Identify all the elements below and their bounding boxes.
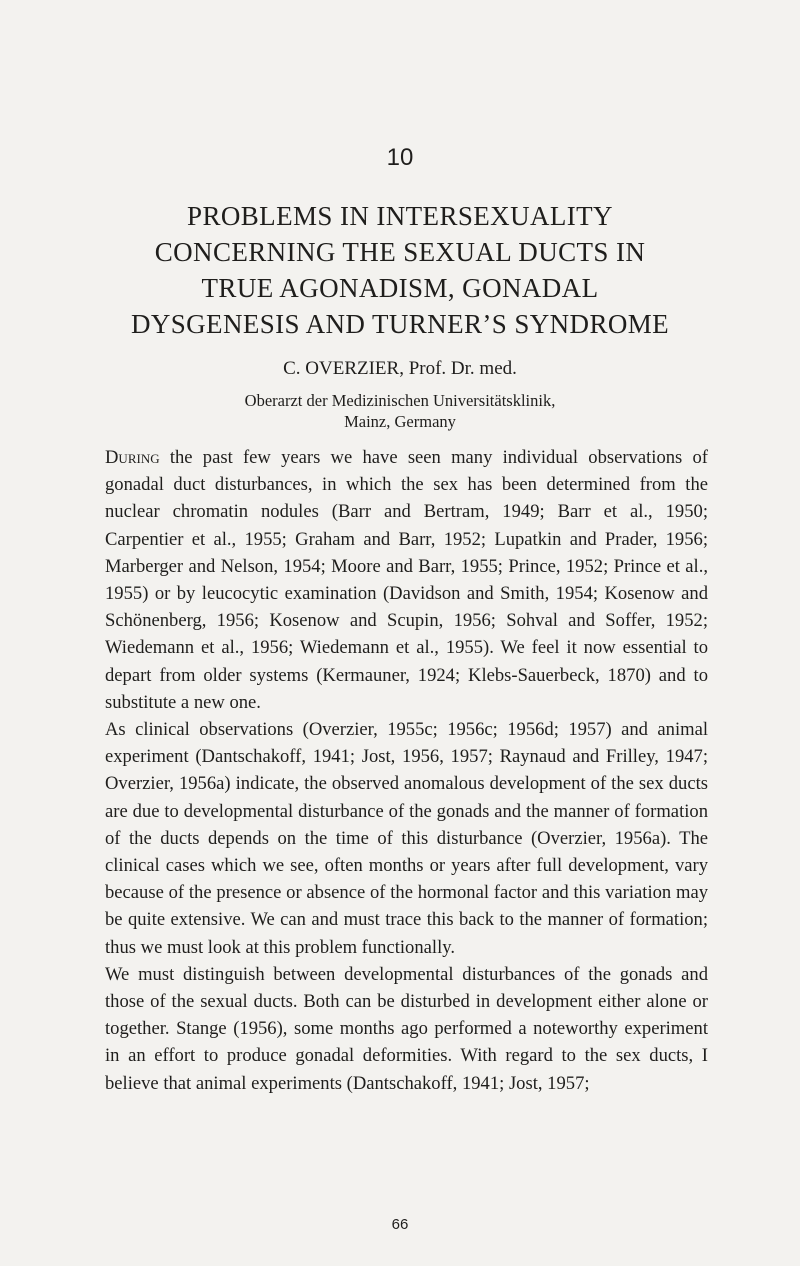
- affiliation-line: Oberarzt der Medizinischen Universitätsklinik,: [244, 391, 556, 410]
- paragraph-lead: During: [105, 447, 160, 468]
- paragraph-text: As clinical observations (Overzier, 1955c; 1956c; 1956d; 1957) and animal experiment (Dantschakoff, 1941; Jost, 1956, 1957; Raynaud and Frilley, 1947; Overzier, 1956a) indicate, the observed anomalous development of the sex ducts are due to developmental disturbance of the gonads and the manner of formation of the ducts depends on the time of this disturbance (Overzier, 1956a). The clinical cases which we see, often months or years after full development, vary because of the presence or absence of the hormonal factor and this variation may be quite extensive. We can and must trace this back to the manner of formation; thus we must look at this problem functionally.: [105, 719, 708, 958]
- title-line: CONCERNING THE SEXUAL DUCTS IN: [154, 237, 646, 267]
- title-line: PROBLEMS IN INTERSEXUALITY: [187, 201, 613, 231]
- title-line: DYSGENESIS AND TURNER’S SYNDROME: [130, 309, 670, 339]
- paragraph: [105, 961, 708, 1097]
- author-name: C. OVERZIER, Prof. Dr. med.: [283, 358, 517, 379]
- chapter-number: 10: [386, 144, 414, 171]
- affiliation-line: Mainz, Germany: [344, 412, 456, 431]
- paragraph-text: We must distinguish between developmental disturbances of the gonads and those of the sexual ducts. Both can be disturbed in development either alone or together. Stange (1956), some months ago performed a noteworthy experiment in an effort to produce gonadal deformities. With regard to the sex ducts, I believe that animal experiments (Dantschakoff, 1941; Jost, 1957;: [105, 963, 708, 1094]
- title-line: TRUE AGONADISM, GONADAL: [201, 273, 599, 303]
- body-text: [105, 444, 708, 1097]
- paragraph-text: the past few years we have seen many individual observations of gonadal duct disturbances, in which the sex has been determined from the nuclear chromatin nodules (Barr and Bertram, 1949; Barr et al., 1950; Carpentier et al., 1955; Graham and Barr, 1952; Lupatkin and Prader, 1956; Marberger and Nelson, 1954; Moore and Barr, 1955; Prince, 1952; Prince et al., 1955) or by leucocytic examination (Davidson and Smith, 1954; Kosenow and Schönenberg, 1956; Kosenow and Scupin, 1956; Sohval and Soffer, 1952; Wiedemann et al., 1956; Wiedemann et al., 1955). We feel it now essential to depart from older systems (Kermauner, 1924; Klebs-Sauerbeck, 1870) and to substitute a new one.: [105, 447, 708, 713]
- author-affiliation: [0, 390, 800, 432]
- chapter-title: [70, 198, 730, 342]
- page-number: 66: [391, 1216, 409, 1233]
- paragraph: [105, 716, 708, 961]
- paragraph: [105, 444, 708, 716]
